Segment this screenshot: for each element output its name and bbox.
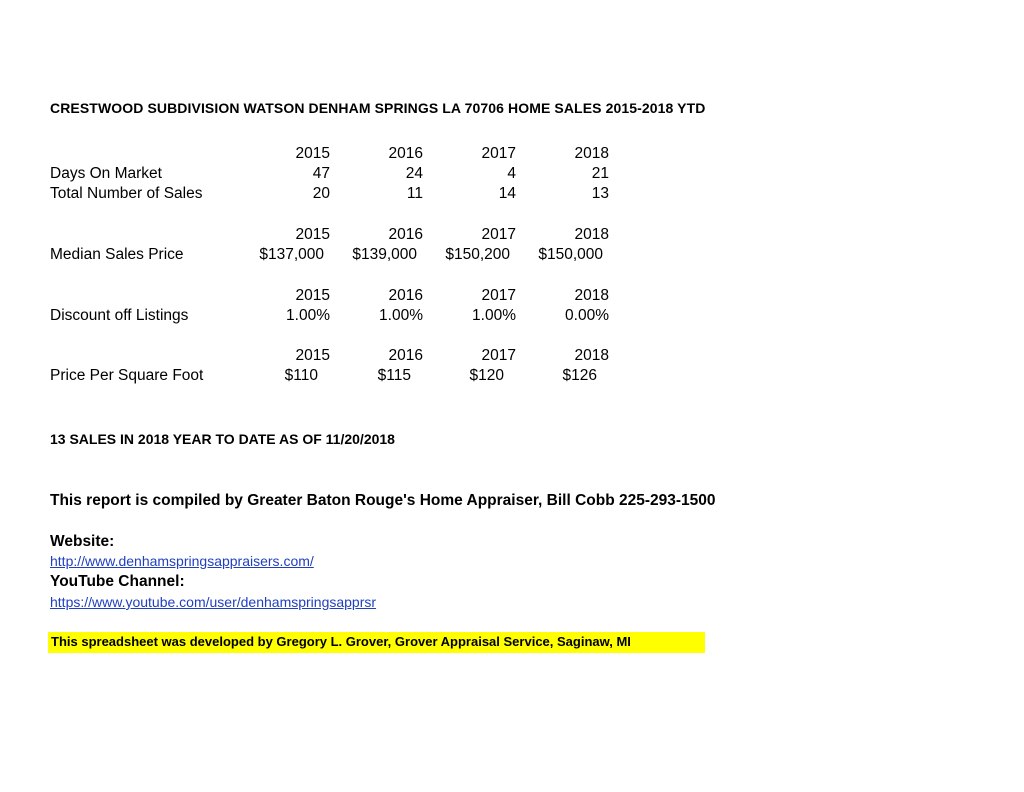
year-cell: 2016 <box>388 145 423 162</box>
year-cell: 2017 <box>481 347 516 364</box>
website-label: Website: <box>50 533 115 550</box>
value-cell: 11 <box>406 185 423 202</box>
price-per-sqft-row <box>50 367 670 387</box>
total-sales-row <box>50 185 670 205</box>
youtube-link[interactable]: https://www.youtube.com/user/denhamspringsapprsr <box>50 594 377 610</box>
median-price-row <box>50 246 670 266</box>
value-cell: $150,200 <box>445 246 510 263</box>
days-on-market-row <box>50 165 670 185</box>
ytd-note: 13 SALES IN 2018 YEAR TO DATE AS OF 11/20/2018 <box>50 431 395 447</box>
value-cell: $115 <box>377 367 411 384</box>
value-cell: 21 <box>591 165 609 182</box>
year-cell: 2018 <box>574 347 609 364</box>
value-cell: $137,000 <box>259 246 324 263</box>
year-header-row <box>50 145 670 165</box>
year-cell: 2017 <box>481 287 516 304</box>
report-title: CRESTWOOD SUBDIVISION WATSON DENHAM SPRINGS LA 70706 HOME SALES 2015-2018 YTD <box>50 100 706 116</box>
year-cell: 2018 <box>574 226 609 243</box>
value-cell: 4 <box>507 165 516 182</box>
year-cell: 2017 <box>481 226 516 243</box>
report-credit-line: This report is compiled by Greater Baton Rouge's Home Appraiser, Bill Cobb 225-293-1500 <box>50 492 716 509</box>
year-cell: 2018 <box>574 287 609 304</box>
value-cell: $150,000 <box>538 246 603 263</box>
year-cell: 2016 <box>388 287 423 304</box>
developer-credit-banner <box>48 632 705 653</box>
year-header-row <box>50 226 670 246</box>
year-header-row <box>50 347 670 367</box>
year-header-row <box>50 287 670 307</box>
value-cell: 47 <box>312 165 330 182</box>
value-cell: $139,000 <box>352 246 417 263</box>
row-label: Discount off Listings <box>50 307 189 324</box>
value-cell: $126 <box>562 367 597 384</box>
year-cell: 2017 <box>481 145 516 162</box>
value-cell: $120 <box>469 367 504 384</box>
value-cell: 1.00% <box>379 307 423 324</box>
year-cell: 2016 <box>388 347 423 364</box>
year-cell: 2015 <box>295 226 330 243</box>
year-cell: 2015 <box>295 287 330 304</box>
value-cell: 14 <box>498 185 516 202</box>
value-cell: 1.00% <box>472 307 516 324</box>
value-cell: 0.00% <box>565 307 609 324</box>
year-cell: 2015 <box>295 145 330 162</box>
row-label: Total Number of Sales <box>50 185 203 202</box>
row-label: Median Sales Price <box>50 246 184 263</box>
year-cell: 2016 <box>388 226 423 243</box>
row-label: Price Per Square Foot <box>50 367 204 384</box>
year-cell: 2018 <box>574 145 609 162</box>
year-cell: 2015 <box>295 347 330 364</box>
youtube-label: YouTube Channel: <box>50 573 185 590</box>
developer-credit-text: This spreadsheet was developed by Gregory L. Grover, Grover Appraisal Service, Saginaw, MI <box>51 634 631 649</box>
value-cell: $110 <box>284 367 318 384</box>
value-cell: 20 <box>312 185 330 202</box>
value-cell: 13 <box>591 185 609 202</box>
value-cell: 1.00% <box>286 307 330 324</box>
row-label: Days On Market <box>50 165 162 182</box>
value-cell: 24 <box>405 165 423 182</box>
discount-row <box>50 307 670 327</box>
website-link[interactable]: http://www.denhamspringsappraisers.com/ <box>50 553 314 569</box>
